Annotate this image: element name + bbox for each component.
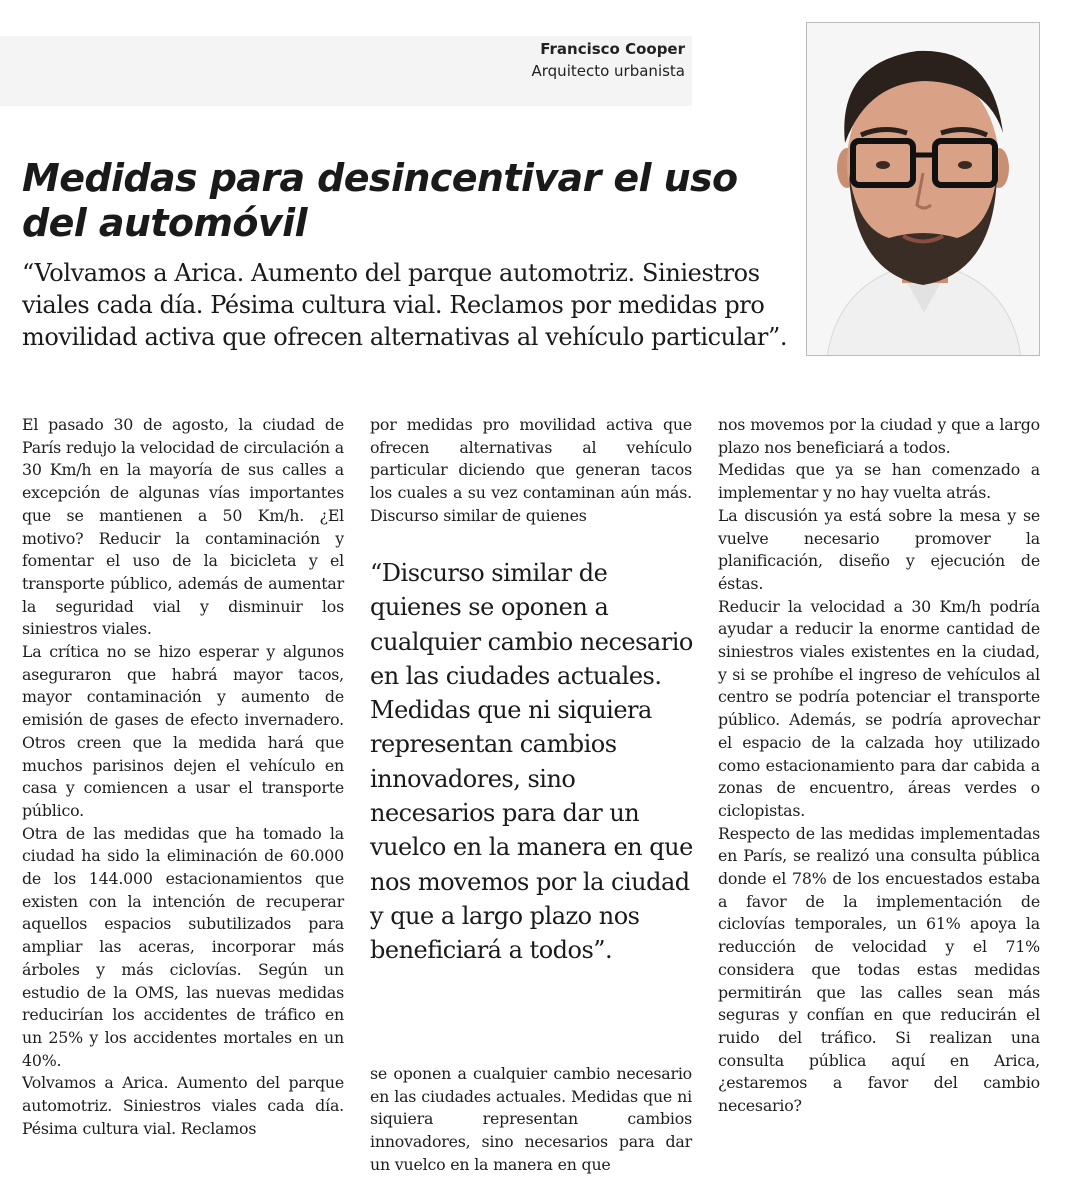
body-paragraph: Reducir la velocidad a 30 Km/h podría ayudar a reducir la enorme cantidad de siniestros viales existentes en la ciudad, y si se prohíbe el ingreso de vehículos al centro se podría potenciar el transporte público. Además, se podría aprovechar el espacio de la calzada hoy utilizado como estacionamiento para dar cabida a zonas de encuentro, áreas verdes o ciclopistas. [718, 596, 1040, 820]
author-photo [806, 22, 1040, 356]
body-column-3 [718, 414, 1040, 1118]
body-paragraph: Respecto de las medidas implementadas en París, se realizó una consulta pública donde el 78% de los encuestados estaba a favor de la implementación de ciclovías temporales, un 61% apoya la reducción de velocidad y el 71% considera que todas estas medidas permitirán que las calles sean más seguras y confían en que reducirán el ruido del tráfico. Si realizan una consulta pública aquí en Arica, ¿estaremos a favor del cambio necesario? [718, 823, 1040, 1116]
body-paragraph: La discusión ya está sobre la mesa y se vuelve necesario promover la planificación, diseño y ejecución de éstas. [718, 505, 1040, 593]
body-paragraph: Medidas que ya se han comenzado a implementar y no hay vuelta atrás. [718, 460, 1040, 503]
body-paragraph: nos movemos por la ciudad y que a largo plazo nos beneficiará a todos. [718, 415, 1040, 457]
body-paragraph: por medidas pro movilidad activa que ofrecen alternativas al vehículo particular diciendo que generan tacos los cuales a su vez contaminan aún más. Discurso similar de quienes [370, 415, 692, 525]
body-paragraph: El pasado 30 de agosto, la ciudad de París redujo la velocidad de circulación a 30 Km/h en la mayoría de sus calles a excepción de algunas vías importantes que se mantienen a 50 Km/h. ¿El motivo? Reducir la contaminación y fomentar el uso de la bicicleta y el transporte público, además de aumentar la seguridad vial y disminuir los siniestros viales. [22, 415, 344, 639]
author-portrait-illustration [807, 23, 1040, 356]
body-column-2 [370, 414, 692, 528]
pull-quote: “Discurso similar de quienes se oponen a cualquier cambio necesario en las ciudades actuales. Medidas que ni siquiera representan cambios innovadores, sino necesarios para dar un vuelco en la manera en que nos movemos por la ciudad y que a largo plazo nos beneficiará a todos”. [370, 559, 693, 965]
body-paragraph: se oponen a cualquier cambio necesario en las ciudades actuales. Medidas que ni siquiera representan cambios innovadores, sino necesarios para dar un vuelco en la manera en que [370, 1064, 692, 1174]
body-paragraph: Volvamos a Arica. Aumento del parque automotriz. Siniestros viales cada día. Pésima cultura vial. Reclamos [22, 1073, 344, 1138]
body-column-2-continued [370, 1063, 692, 1177]
body-paragraph: Otra de las medidas que ha tomado la ciudad ha sido la eliminación de 60.000 de los 144.000 estacionamientos que existen con la intención de recuperar aquellos espacios subutilizados para ampliar las aceras, incorporar más árboles y más ciclovías. Según un estudio de la OMS, las nuevas medidas reducirían los accidentes de tráfico en un 25% y los accidentes mortales en un 40%. [22, 823, 344, 1070]
author-role: Arquitecto urbanista [531, 62, 685, 80]
body-paragraph: La crítica no se hizo esperar y algunos aseguraron que habrá mayor tacos, mayor contaminación y aumento de emisión de gases de efecto invernadero. Otros creen que la medida hará que muchos parisinos dejen el vehículo en casa y comiencen a usar el transporte público. [22, 642, 344, 820]
body-column-1 [22, 414, 344, 1141]
author-name: Francisco Cooper [540, 40, 685, 58]
article-lead-quote: “Volvamos a Arica. Aumento del parque automotriz. Siniestros viales cada día. Pésima cultura vial. Reclamos por medidas pro movilidad activa que ofrecen alternativas al vehículo particular”. [22, 259, 788, 351]
article-headline: Medidas para desincentivar el uso del automóvil [22, 156, 738, 245]
